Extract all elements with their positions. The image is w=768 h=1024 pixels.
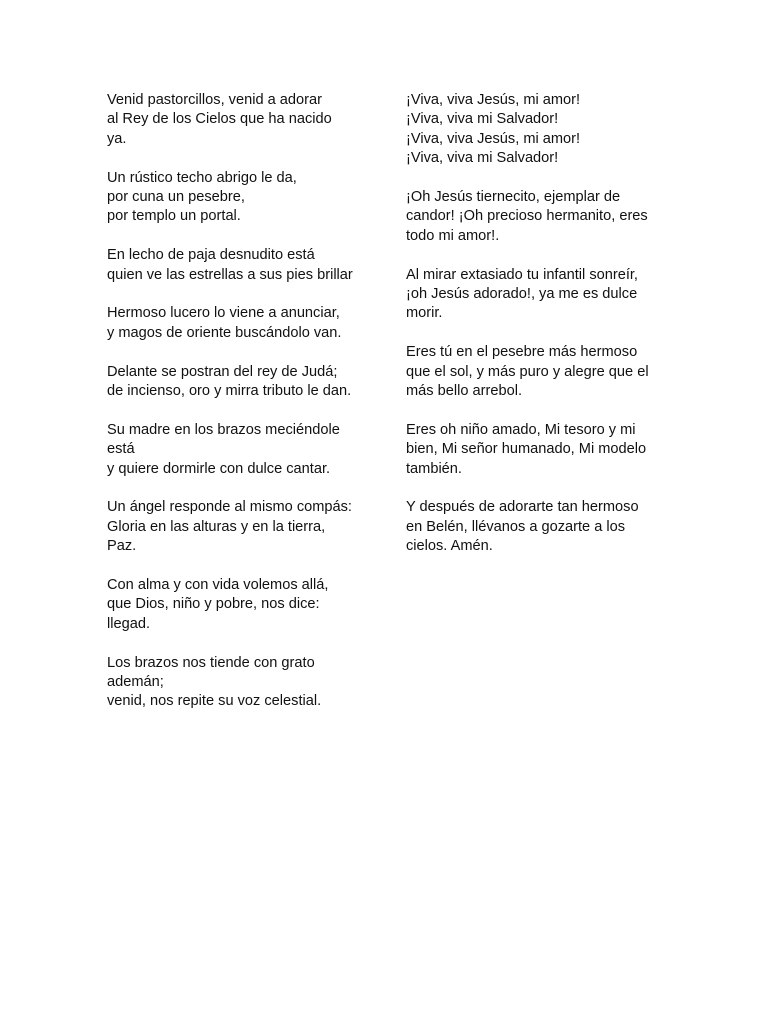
- verse-line: ¡Viva, viva mi Salvador!: [406, 111, 559, 128]
- stanza: [406, 91, 668, 169]
- verse-line: más bello arrebol.: [406, 383, 522, 400]
- stanza: [406, 188, 668, 246]
- verse-line: venid, nos repite su voz celestial.: [107, 693, 322, 710]
- verse-line: ¡Viva, viva Jesús, mi amor!: [406, 130, 581, 147]
- stanza: [406, 421, 668, 479]
- verse-line: Paz.: [107, 538, 137, 555]
- verse-line: también.: [406, 460, 462, 477]
- verse-line: todo mi amor!.: [406, 227, 500, 244]
- right-column: [406, 91, 668, 576]
- verse-line: y quiere dormirle con dulce cantar.: [107, 460, 331, 477]
- verse-line: de incienso, oro y mirra tributo le dan.: [107, 383, 352, 400]
- verse-line: En lecho de paja desnudito está: [107, 247, 315, 264]
- verse-line: ¡Viva, viva mi Salvador!: [406, 150, 559, 167]
- stanza: [107, 363, 369, 402]
- verse-line: Venid pastorcillos, venid a adorar: [107, 92, 322, 108]
- stanza: [107, 169, 369, 227]
- verse-line: ya.: [107, 130, 127, 147]
- verse-line: Su madre en los brazos meciéndole: [107, 421, 340, 438]
- verse-line: Un rústico techo abrigo le da,: [107, 169, 297, 186]
- verse-line: ¡Viva, viva Jesús, mi amor!: [406, 92, 581, 108]
- stanza: [406, 498, 668, 556]
- verse-line: morir.: [406, 305, 443, 322]
- stanza: [107, 421, 369, 479]
- verse-line: Delante se postran del rey de Judá;: [107, 363, 338, 380]
- verse-line: que el sol, y más puro y alegre que el: [406, 363, 649, 380]
- verse-line: Los brazos nos tiende con grato: [107, 654, 315, 671]
- verse-line: al Rey de los Cielos que ha nacido: [107, 111, 332, 128]
- verse-line: Hermoso lucero lo viene a anunciar,: [107, 305, 340, 322]
- stanza: [107, 654, 369, 712]
- stanza: [107, 498, 369, 556]
- left-column: [107, 91, 369, 731]
- verse-line: cielos. Amén.: [406, 538, 493, 555]
- stanza: [406, 266, 668, 324]
- verse-line: candor! ¡Oh precioso hermanito, eres: [406, 208, 648, 225]
- verse-line: llegad.: [107, 615, 151, 632]
- stanza: [406, 343, 668, 401]
- verse-line: quien ve las estrellas a sus pies brillar: [107, 266, 353, 283]
- verse-line: ademán;: [107, 674, 164, 691]
- verse-line: Y después de adorarte tan hermoso: [406, 499, 639, 516]
- verse-line: en Belén, llévanos a gozarte a los: [406, 518, 626, 535]
- verse-line: y magos de oriente buscándolo van.: [107, 324, 342, 341]
- verse-line: que Dios, niño y pobre, nos dice:: [107, 596, 320, 613]
- stanza: [107, 246, 369, 285]
- verse-line: Al mirar extasiado tu infantil sonreír,: [406, 266, 638, 283]
- verse-line: bien, Mi señor humanado, Mi modelo: [406, 441, 647, 458]
- verse-line: por cuna un pesebre,: [107, 189, 245, 206]
- verse-line: ¡Oh Jesús tiernecito, ejemplar de: [406, 189, 621, 206]
- stanza: [107, 304, 369, 343]
- verse-line: Un ángel responde al mismo compás:: [107, 499, 352, 516]
- verse-line: Eres oh niño amado, Mi tesoro y mi: [406, 421, 636, 438]
- stanza: [107, 91, 369, 149]
- verse-line: por templo un portal.: [107, 208, 241, 225]
- verse-line: Gloria en las alturas y en la tierra,: [107, 518, 326, 535]
- verse-line: Eres tú en el pesebre más hermoso: [406, 344, 638, 361]
- stanza: [107, 576, 369, 634]
- verse-line: ¡oh Jesús adorado!, ya me es dulce: [406, 286, 638, 303]
- verse-line: Con alma y con vida volemos allá,: [107, 577, 329, 594]
- verse-line: está: [107, 441, 135, 458]
